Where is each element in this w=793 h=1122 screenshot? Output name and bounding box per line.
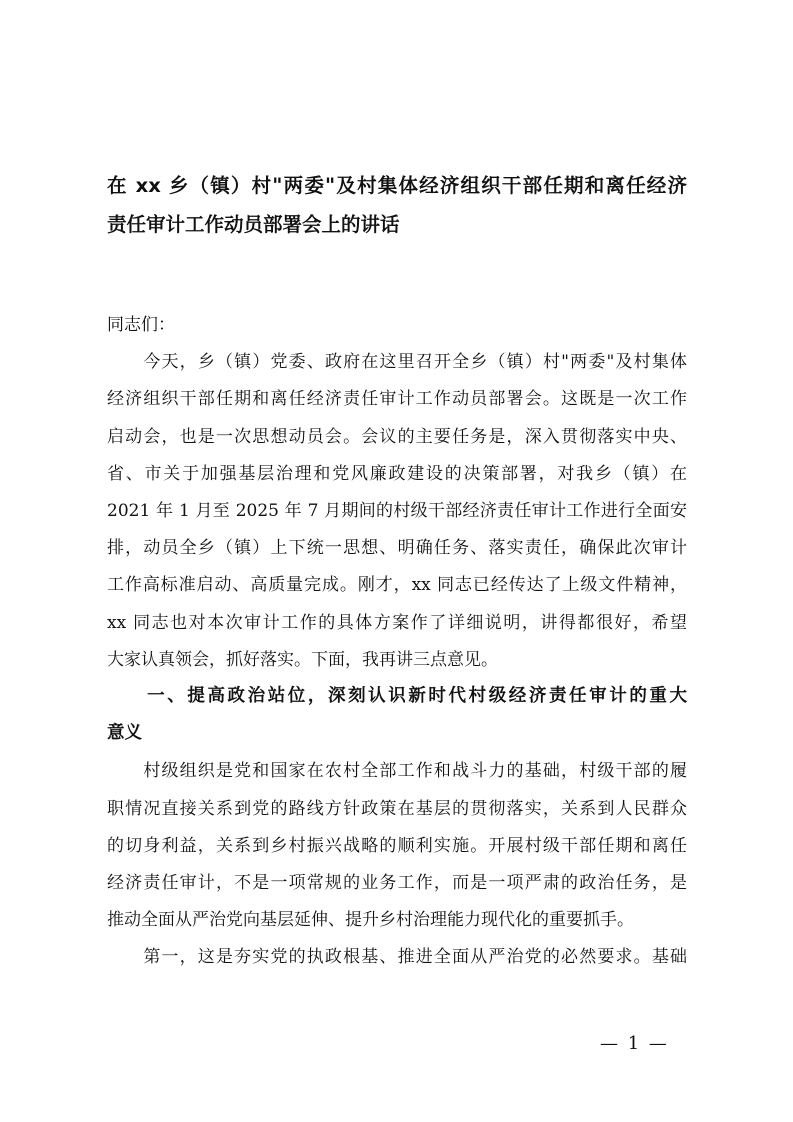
paragraph-line: xx 同志也对本次审计工作的具体方案作了详细说明，讲得都很好，希望 <box>107 612 687 633</box>
paragraph-line: 2021 年 1 月至 2025 年 7 月期间的村级干部经济责任审计工作进行全面安 <box>107 501 687 521</box>
paragraph-line: 今天，乡（镇）党委、政府在这里召开全乡（镇）村"两委"及村集体 <box>107 352 687 373</box>
paragraph-line: 经济组织干部任期和离任经济责任审计工作动员部署会。这既是一次工作 <box>107 389 687 410</box>
document-title-line: 在 xx 乡（镇）村"两委"及村集体经济组织干部任期和离任经济 <box>107 174 687 197</box>
section-heading-line: 意义 <box>107 723 142 744</box>
paragraph-line: 大家认真领会，抓好落实。下面，我再讲三点意见。 <box>107 649 498 670</box>
paragraph-line: 经济责任审计，不是一项常规的业务工作，而是一项严肃的政治任务，是 <box>107 873 687 893</box>
paragraph-line: 省、市关于加强基层治理和党风廉政建设的决策部署，对我乡（镇）在 <box>107 463 687 484</box>
paragraph-line: 推动全面从严治党向基层延伸、提升乡村治理能力现代化的重要抓手。 <box>107 910 634 931</box>
paragraph-line: 第一，这是夯实党的执政根基、推进全面从严治党的必然要求。基础 <box>107 947 687 968</box>
paragraph-line: 职情况直接关系到党的路线方针政策在基层的贯彻落实，关系到人民群众 <box>107 798 687 819</box>
section-heading-line: 一、提高政治站位，深刻认识新时代村级经济责任审计的重大 <box>107 686 687 706</box>
salutation: 同志们： <box>107 315 175 335</box>
page-number: — 1 — <box>600 1033 669 1054</box>
paragraph-line: 启动会，也是一次思想动员会。会议的主要任务是，深入贯彻落实中央、 <box>107 426 687 447</box>
paragraph-line: 的切身利益，关系到乡村振兴战略的顺利实施。开展村级干部任期和离任 <box>107 835 687 856</box>
paragraph-line: 村级组织是党和国家在农村全部工作和战斗力的基础，村级干部的履 <box>107 761 687 782</box>
paragraph-line: 排，动员全乡（镇）上下统一思想、明确任务、落实责任，确保此次审计 <box>107 538 687 559</box>
document-title-line: 责任审计工作动员部署会上的讲话 <box>107 213 400 236</box>
paragraph-line: 工作高标准启动、高质量完成。刚才，xx 同志已经传达了上级文件精神， <box>107 575 687 596</box>
